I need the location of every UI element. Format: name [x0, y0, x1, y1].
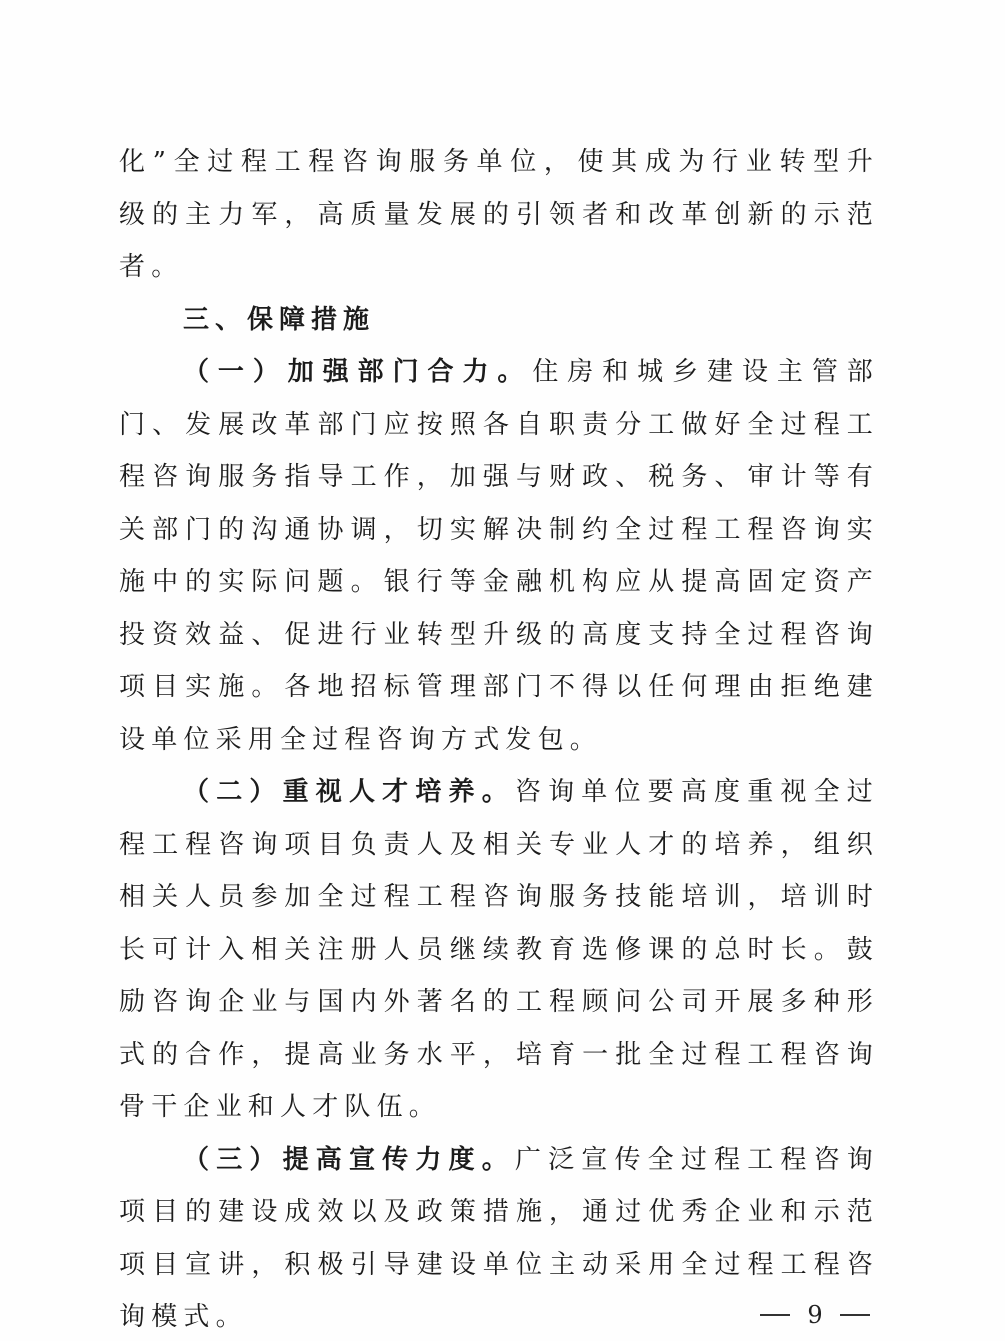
footer-dash-left: [760, 1314, 790, 1316]
measure-2-title: （二）重视人才培养。: [183, 777, 515, 807]
measure-1-title: （一）加强部门合力。: [183, 357, 533, 387]
document-body: [119, 136, 879, 1344]
paragraph-measure-2: [119, 766, 879, 1134]
measure-1-body: 住房和城乡建设主管部门、发展改革部门应按照各自职责分工做好全过程工程咨询服务指导工作，加强与财政、税务、审计等有关部门的沟通协调，切实解决制约全过程工程咨询实施中的实际问题。银行等金融机构应从提高固定资产投资效益、促进行业转型升级的高度支持全过程咨询项目实施。各地招标管理部门不得以任何理由拒绝建设单位采用全过程咨询方式发包。: [119, 357, 879, 755]
measure-3-title: （三）提高宣传力度。: [183, 1144, 515, 1175]
footer-dash-right: [840, 1314, 870, 1316]
measure-2-body: 咨询单位要高度重视全过程工程咨询项目负责人及相关专业人才的培养，组织相关人员参加全过程工程咨询服务技能培训，培训时长可计入相关注册人员继续教育选修课的总时长。鼓励咨询企业与国内外著名的工程顾问公司开展多种形式的合作，提高业务水平，培育一批全过程工程咨询骨干企业和人才队伍。: [119, 777, 879, 1122]
page-footer: [760, 1300, 870, 1330]
section-heading: 三、保障措施: [183, 304, 376, 335]
measure-3-body: 广泛宣传全过程工程咨询项目的建设成效以及政策措施，通过优秀企业和示范项目宣讲，积极引导建设单位主动采用全过程工程咨询模式。: [119, 1144, 879, 1332]
page-number: 9: [807, 1301, 823, 1329]
paragraph-measure-1: [119, 346, 879, 766]
paragraph-continuation: 化”全过程工程咨询服务单位，使其成为行业转型升级的主力军，高质量发展的引领者和改革创新的示范者。: [119, 147, 879, 282]
